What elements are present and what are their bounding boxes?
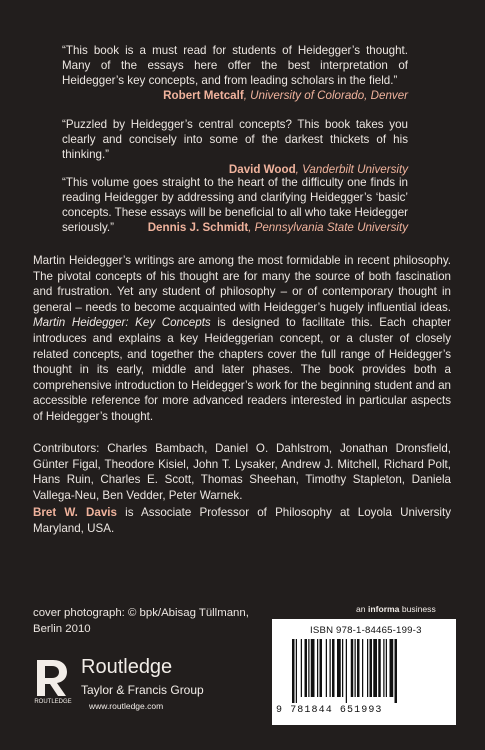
publisher-name: Routledge bbox=[81, 656, 173, 678]
quote-3 bbox=[62, 175, 408, 235]
quote-text: “Puzzled by Heidegger’s central concepts? This book takes you clearly and concisely into some of the darkest thickets of his thinking.” bbox=[62, 118, 408, 161]
isbn-text: ISBN 978-1-84465-199-3 bbox=[310, 625, 422, 636]
quote-2 bbox=[62, 117, 408, 177]
quote-author: David Wood bbox=[228, 163, 296, 176]
quote-text: “This book is a must read for students of Heidegger’s thought. Many of the essays here offer the best interpretation of Heidegger’s key concepts, and from leading scholars in the field.” bbox=[62, 44, 408, 87]
quote-author: Robert Metcalf bbox=[163, 89, 244, 102]
cover-photo-credit bbox=[33, 606, 249, 637]
editor-bio-text: is Associate Professor of Philosophy at Loyola University Maryland, USA. bbox=[33, 506, 451, 535]
barcode-icon bbox=[290, 639, 440, 703]
routledge-r-icon bbox=[33, 658, 73, 704]
publisher-group: Taylor & Francis Group bbox=[81, 683, 204, 697]
book-title: Martin Heidegger: Key Concepts bbox=[33, 316, 211, 330]
quote-text-body: “This volume goes straight to the heart of the difficulty one finds in reading Heidegger by addressing and clarifying Heidegger’s ‘basic’ concepts. These essays will be beneficial to all who take Heidegger seriously.” bbox=[62, 176, 408, 234]
cover-credit-line-1: cover photograph: © bpk/Abisag Tüllmann, bbox=[33, 607, 249, 619]
quote-affiliation: , University of Colorado, Denver bbox=[243, 89, 408, 102]
quote-affiliation: , Pennsylvania State University bbox=[248, 221, 408, 234]
routledge-logo bbox=[33, 655, 223, 715]
contributors-list bbox=[33, 441, 451, 503]
description-text: Martin Heidegger’s writings are among the most formidable in recent philosophy. The pivotal concepts of his thought are for many the source of both fascination and frustration. Yet any student of philosophy – or of contemporary thought in general – needs to become acquainted with Heidegger’s hugely influential ideas. bbox=[33, 254, 451, 314]
informa-brand: informa bbox=[367, 604, 400, 614]
quote-attribution bbox=[148, 220, 408, 235]
book-description bbox=[33, 253, 451, 425]
publisher-url: www.routledge.com bbox=[89, 701, 164, 711]
barcode-digits: 9 781844 651993 bbox=[276, 705, 383, 716]
informa-business-tag: an informa business bbox=[356, 604, 436, 614]
editor-name: Bret W. Davis bbox=[33, 506, 117, 519]
quote-author: Dennis J. Schmidt bbox=[147, 221, 249, 234]
quote-attribution bbox=[62, 88, 408, 103]
quote-1 bbox=[62, 43, 408, 103]
quote-affiliation: , Vanderbilt University bbox=[295, 163, 408, 176]
cover-credit-line-2: Berlin 2010 bbox=[33, 622, 91, 635]
editor-bio bbox=[33, 505, 451, 536]
quote-text bbox=[62, 175, 408, 235]
contributors-text: Contributors: Charles Bambach, Daniel O. Dahlstrom, Jonathan Dronsfield, Günter Figal, Theodore Kisiel, John T. Lysaker, Andrew J. Mitchell, Richard Polt, Hans Ruin, Charles E. Scott, Thomas Sheehan, Timothy Stapleton, Daniela Vallega-Neu, Ben Vedder, Peter Warnek. bbox=[33, 442, 451, 502]
barcode-panel bbox=[272, 619, 456, 725]
logo-letters: ROUTLEDGE bbox=[34, 699, 72, 704]
description-text-cont: is designed to facilitate this. Each chapter introduces and explains a key Heideggerian concept, or a cluster of closely related concepts, and together the chapters cover the full range of Heidegger’s thought in its early, middle and later phases. The book provides both a comprehensive introduction to Heidegger’s work for the beginning student and an accessible reference for more advanced readers interested in particular aspects of Heidegger’s thought. bbox=[33, 316, 451, 423]
